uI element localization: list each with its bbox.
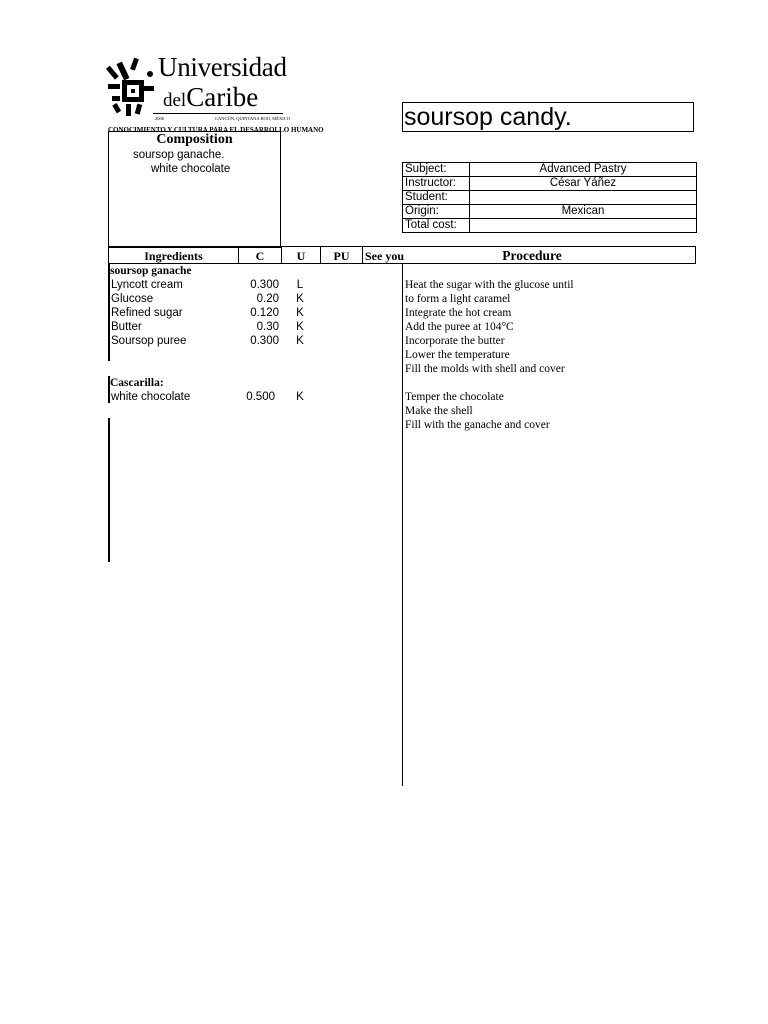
ingredient-unit: K (296, 307, 304, 319)
info-label: Total cost: (403, 219, 470, 233)
header-see-you: See you (365, 249, 404, 263)
logo-wordmark-caribe: Caribe (186, 82, 259, 112)
composition-item: white chocolate (151, 163, 231, 175)
ingredient-name: Butter (111, 321, 142, 333)
procedure-step: Integrate the hot cream (405, 307, 512, 319)
ingredient-unit: K (296, 335, 304, 347)
info-value (470, 191, 697, 205)
logo-wordmark-del: del (163, 90, 187, 111)
ingredient-qty: 0.20 (256, 293, 279, 305)
section-heading: Cascarilla: (110, 377, 164, 389)
info-table (402, 162, 697, 233)
ingredient-name: Refined sugar (111, 307, 183, 319)
info-value: Mexican (470, 205, 697, 219)
ingredient-unit: K (296, 391, 304, 403)
logo-divider (153, 113, 283, 114)
ingredient-unit: L (296, 279, 304, 291)
header-ingredients: Ingredients (144, 249, 203, 263)
info-value: Advanced Pastry (470, 163, 697, 177)
composition-item: soursop ganache. (133, 149, 225, 161)
ingredients-header-row (108, 246, 696, 264)
procedure-column-divider (402, 264, 403, 786)
procedure-step: Incorporate the butter (405, 335, 505, 347)
composition-heading: Composition (156, 132, 233, 147)
procedure-step: Fill with the ganache and cover (405, 419, 550, 431)
procedure-step: Make the shell (405, 405, 473, 417)
left-border-segment (108, 264, 110, 361)
header-u: U (296, 249, 306, 263)
procedure-step: Heat the sugar with the glucose until (405, 279, 574, 291)
info-row-student (403, 191, 697, 205)
header-pu: PU (333, 249, 350, 263)
ingredient-qty: 0.500 (246, 391, 275, 403)
recipe-title: soursop candy. (404, 103, 572, 131)
info-row-subject (403, 163, 697, 177)
university-emblem-icon (106, 56, 156, 118)
ingredient-name: Lyncott cream (111, 279, 183, 291)
logo-wordmark-line1: Universidad (158, 52, 287, 82)
ingredient-qty: 0.120 (250, 307, 279, 319)
section-heading: soursop ganache (110, 265, 192, 277)
header-c: C (255, 249, 265, 263)
ingredient-name: Glucose (111, 293, 154, 305)
info-value: César Yáñez (470, 177, 697, 191)
info-row-instructor (403, 177, 697, 191)
logo-year: 2000 (155, 116, 164, 121)
info-label: Origin: (403, 205, 470, 219)
ingredient-unit: K (296, 293, 304, 305)
ingredient-qty: 0.300 (250, 279, 279, 291)
logo-tagline: CONOCIMIENTO Y CULTURA PARA EL DESARROLLO HUMANO (108, 126, 324, 134)
info-label: Student: (403, 191, 470, 205)
info-row-total-cost (403, 219, 697, 233)
ingredient-name: Soursop puree (111, 335, 187, 347)
procedure-step: Fill the molds with shell and cover (405, 363, 565, 375)
logo-wordmark-line2 (163, 82, 258, 116)
procedure-step: Temper the chocolate (405, 391, 504, 403)
header-divider (362, 247, 363, 263)
header-procedure: Procedure (502, 248, 562, 263)
ingredient-name: white chocolate (111, 391, 191, 403)
logo-place: CANCÚN, QUINTANA ROO, MÉXICO (215, 116, 291, 121)
info-label: Instructor: (403, 177, 470, 191)
info-value (470, 219, 697, 233)
procedure-step: Lower the temperature (405, 349, 510, 361)
procedure-step: Add the puree at 104°C (405, 321, 514, 333)
left-border-segment (108, 418, 110, 562)
ingredient-qty: 0.300 (250, 335, 279, 347)
procedure-step: to form a light caramel (405, 293, 511, 305)
ingredient-qty: 0.30 (256, 321, 279, 333)
info-label: Subject: (403, 163, 470, 177)
ingredient-unit: K (296, 321, 304, 333)
info-row-origin (403, 205, 697, 219)
